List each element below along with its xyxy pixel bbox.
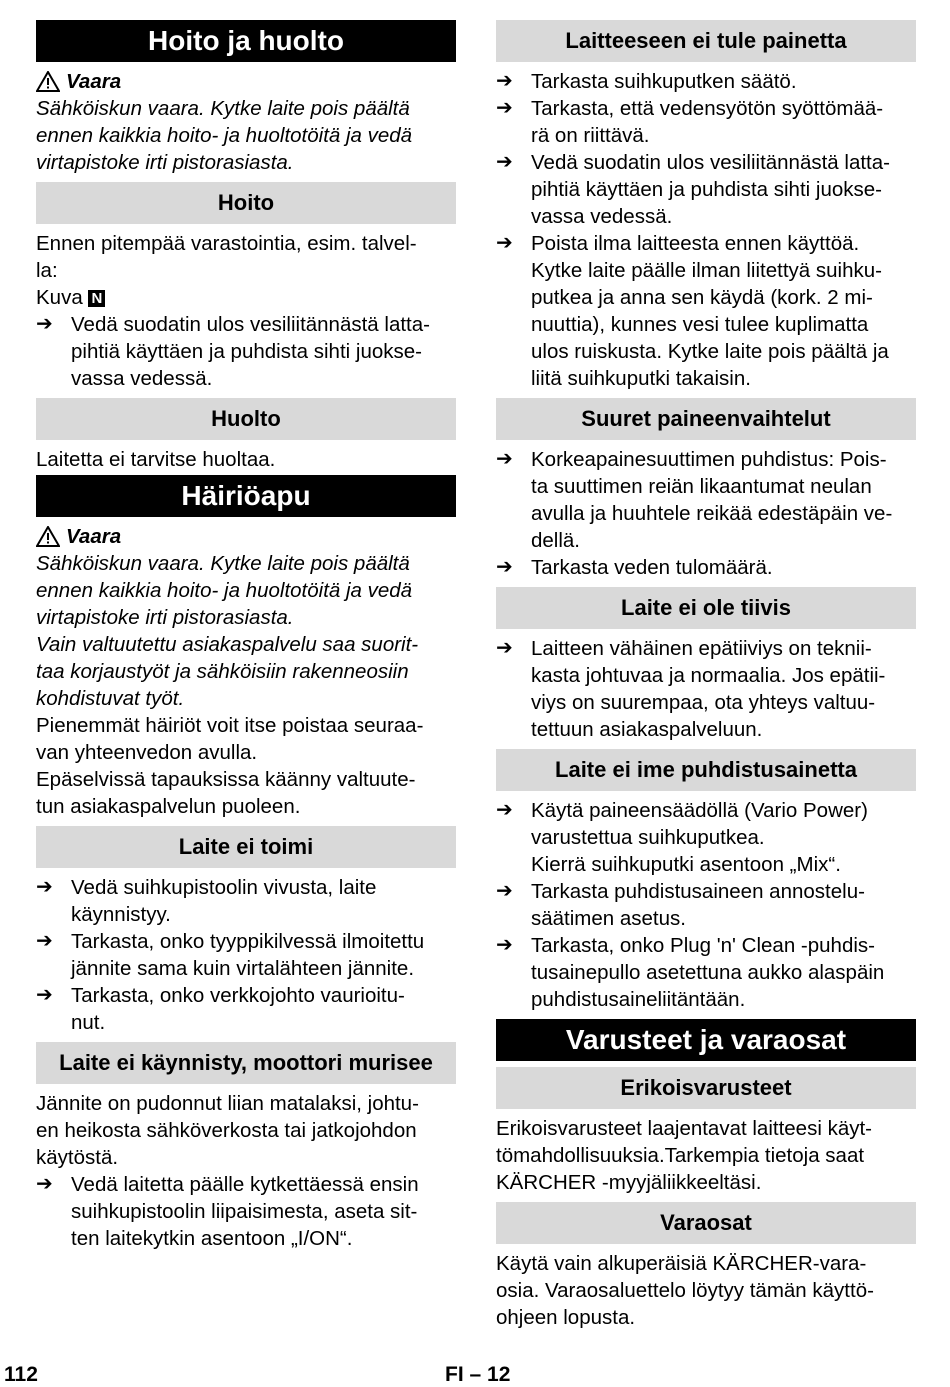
paragraph: ohjeen lopusta. [496, 1306, 636, 1329]
arrow-right-icon: ➔ [496, 448, 513, 470]
list-item: ➔ Tarkasta, onko verkkojohto vaurioitu- nut. [36, 984, 405, 1034]
list-item: ➔ Käytä paineensäädöllä (Vario Power) varustettua suihkuputkea. Kierrä suihkuputki asentoon „Mix“. [496, 799, 868, 876]
list-item: ➔ Vedä suihkupistoolin vivusta, laite käynnistyy. [36, 876, 377, 926]
warning-text: Vain valtuutettu asiakaspalvelu saa suorit- [36, 633, 419, 656]
warning-label: Vaara [36, 68, 456, 95]
heading-moottori-murisee: Laite ei käynnisty, moottori murisee [36, 1042, 456, 1084]
arrow-right-icon: ➔ [496, 637, 513, 659]
heading-paineenvaihtelut: Suuret paineenvaihtelut [496, 398, 916, 440]
arrow-right-icon: ➔ [496, 934, 513, 956]
heading-hairioapu: Häiriöapu [36, 475, 456, 517]
paragraph: Epäselvissä tapauksissa käänny valtuute- [36, 768, 416, 791]
language-page-label: FI – 12 [445, 1363, 511, 1386]
list-item: ➔ Tarkasta suihkuputken säätö. [496, 70, 797, 93]
paragraph: osia. Varaosaluettelo löytyy tämän käyttö- [496, 1279, 874, 1302]
paragraph: van yhteenvedon avulla. [36, 741, 258, 764]
heading-hoito: Hoito [36, 182, 456, 224]
arrow-right-icon: ➔ [496, 556, 513, 578]
arrow-right-icon: ➔ [36, 984, 53, 1006]
figure-letter-icon: N [88, 290, 105, 307]
arrow-right-icon: ➔ [496, 151, 513, 173]
heading-varaosat: Varaosat [496, 1202, 916, 1244]
heading-hoito-ja-huolto: Hoito ja huolto [36, 20, 456, 62]
list-item: ➔ Tarkasta puhdistusaineen annostelu- säätimen asetus. [496, 880, 865, 930]
warning-label: Vaara [36, 523, 456, 550]
heading-ei-ime: Laite ei ime puhdistusainetta [496, 749, 916, 791]
paragraph: Käytä vain alkuperäisiä KÄRCHER-vara- [496, 1252, 867, 1275]
paragraph: Jännite on pudonnut liian matalaksi, johtu- [36, 1092, 419, 1115]
paragraph: käytöstä. [36, 1146, 119, 1169]
warning-text: taa korjaustyöt ja sähköisiin rakenneosiin [36, 660, 409, 683]
arrow-right-icon: ➔ [496, 97, 513, 119]
warning-triangle-icon [36, 71, 60, 92]
warning-triangle-icon [36, 526, 60, 547]
paragraph: tun asiakaspalvelun puoleen. [36, 795, 301, 818]
list-item: ➔ Tarkasta, onko tyyppikilvessä ilmoitettu jännite sama kuin virtalähteen jännite. [36, 930, 425, 980]
warning-text: virtapistoke irti pistorasiasta. [36, 606, 294, 629]
paragraph: Pienemmät häiriöt voit itse poistaa seuraa- [36, 714, 424, 737]
arrow-right-icon: ➔ [36, 930, 53, 952]
list-item: ➔ Tarkasta, että vedensyötön syöttömää- rä on riittävä. [496, 97, 884, 147]
arrow-right-icon: ➔ [496, 70, 513, 92]
warning-text: virtapistoke irti pistorasiasta. [36, 151, 294, 174]
list-item: ➔ Tarkasta, onko Plug 'n' Clean -puhdis- tusainepullo asetettuna aukko alaspäin puhdistusaineliitäntään. [496, 934, 885, 1011]
arrow-right-icon: ➔ [36, 876, 53, 898]
warning-text: ennen kaikkia hoito- ja huoltotöitä ja vedä [36, 579, 413, 602]
page-number: 112 [4, 1363, 38, 1386]
heading-laite-ei-toimi: Laite ei toimi [36, 826, 456, 868]
right-column [496, 20, 916, 1331]
arrow-right-icon: ➔ [496, 880, 513, 902]
warning-text: ennen kaikkia hoito- ja huoltotöitä ja vedä [36, 124, 413, 147]
paragraph: Erikoisvarusteet laajentavat laitteesi käyt- [496, 1117, 873, 1140]
warning-text: Sähköiskun vaara. Kytke laite pois päältä [36, 97, 410, 120]
figure-reference: Kuva N [36, 284, 456, 311]
list-item: ➔ Vedä laitetta päälle kytkettäessä ensin suihkupistoolin liipaisimesta, aseta sit- ten laitekytkin asentoon „I/ON“. [36, 1173, 419, 1250]
list-item: ➔ Korkeapainesuuttimen puhdistus: Pois- ta suuttimen reiän likaantumat neulan avulla ja huuhtele reikää edestäpäin ve- dellä. [496, 448, 893, 552]
arrow-right-icon: ➔ [36, 313, 53, 335]
heading-ei-tiivis: Laite ei ole tiivis [496, 587, 916, 629]
list-item: ➔ Tarkasta veden tulomäärä. [496, 556, 773, 579]
list-item: ➔ Poista ilma laitteesta ennen käyttöä. Kytke laite päälle ilman liitettyä suihku- putkea ja anna sen käydä (kork. 2 mi- nuuttia), kunnes vesi tulee kuplimatta ulos ruiskusta. Kytke laite pois päältä ja liitä suihkuputki takaisin. [496, 232, 889, 390]
arrow-right-icon: ➔ [496, 799, 513, 821]
paragraph: en heikosta sähköverkosta tai jatkojohdon [36, 1119, 417, 1142]
left-column [36, 20, 456, 1252]
paragraph: KÄRCHER -myyjäliikkeeltäsi. [496, 1171, 762, 1194]
list-item: ➔ Laitteen vähäinen epätiiviys on teknii- kasta johtuvaa ja normaalia. Jos epätii- viys on suurempaa, ota yhteys valtuu- tettuun asiakaspalveluun. [496, 637, 886, 741]
heading-varusteet: Varusteet ja varaosat [496, 1019, 916, 1061]
paragraph: Ennen pitempää varastointia, esim. talvel- [36, 232, 417, 255]
paragraph: Laitetta ei tarvitse huoltaa. [36, 448, 276, 471]
arrow-right-icon: ➔ [496, 232, 513, 254]
list-item: ➔ Vedä suodatin ulos vesiliitännästä latta- pihtiä käyttäen ja puhdista sihti juokse- vassa vedessä. [36, 313, 430, 390]
heading-huolto: Huolto [36, 398, 456, 440]
heading-erikoisvarusteet: Erikoisvarusteet [496, 1067, 916, 1109]
heading-ei-painetta: Laitteeseen ei tule painetta [496, 20, 916, 62]
list-item: ➔ Vedä suodatin ulos vesiliitännästä latta- pihtiä käyttäen ja puhdista sihti juokse- vassa vedessä. [496, 151, 890, 228]
paragraph: la: [36, 259, 58, 282]
arrow-right-icon: ➔ [36, 1173, 53, 1195]
paragraph: tömahdollisuuksia.Tarkempia tietoja saat [496, 1144, 865, 1167]
warning-text: kohdistuvat työt. [36, 687, 185, 710]
warning-text: Sähköiskun vaara. Kytke laite pois päältä [36, 552, 410, 575]
